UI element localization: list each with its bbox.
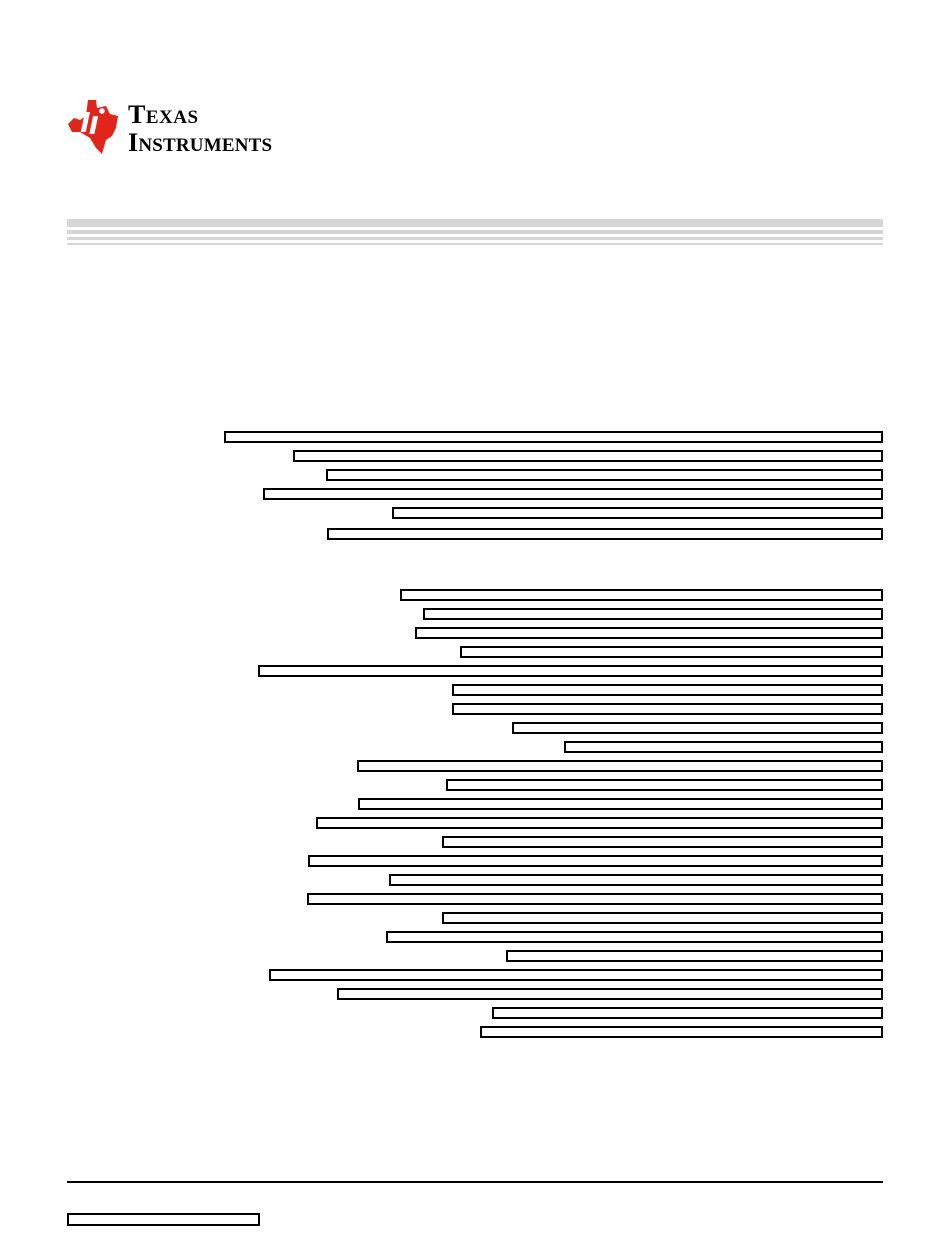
- toc-entry[interactable]: [492, 1007, 883, 1019]
- toc-entry[interactable]: [442, 912, 883, 924]
- toc-entry[interactable]: [415, 627, 883, 639]
- toc-entry[interactable]: [358, 798, 883, 810]
- toc-entry[interactable]: [307, 893, 883, 905]
- toc-entry[interactable]: [327, 528, 883, 540]
- toc-entry[interactable]: [392, 507, 883, 519]
- toc-entry[interactable]: [400, 589, 883, 601]
- header-rule-4: [67, 243, 883, 245]
- toc-entry[interactable]: [258, 665, 883, 677]
- toc-entry[interactable]: [269, 969, 883, 981]
- toc-entry[interactable]: [452, 684, 883, 696]
- toc-entry[interactable]: [263, 488, 883, 500]
- header-rule-2: [67, 230, 883, 234]
- toc-entry[interactable]: [506, 950, 883, 962]
- toc-entry[interactable]: [293, 450, 883, 462]
- toc-entry[interactable]: [452, 703, 883, 715]
- toc-entry[interactable]: [316, 817, 883, 829]
- toc-entry[interactable]: [460, 646, 883, 658]
- toc-entry[interactable]: [389, 874, 883, 886]
- toc-entry[interactable]: [326, 469, 883, 481]
- toc-entry[interactable]: [357, 760, 883, 772]
- toc-entry[interactable]: [512, 722, 883, 734]
- toc-entry[interactable]: [308, 855, 883, 867]
- ti-wordmark: [128, 102, 272, 156]
- footer-link-box[interactable]: [67, 1213, 260, 1226]
- footer-rule: [67, 1181, 883, 1183]
- toc-entry[interactable]: [386, 931, 883, 943]
- toc-entry[interactable]: [442, 836, 883, 848]
- toc-entry[interactable]: [480, 1026, 883, 1038]
- header-rule-1: [67, 219, 883, 227]
- toc-entry[interactable]: [224, 431, 883, 443]
- ti-logo: [66, 98, 326, 160]
- brand-line2: INSTRUMENTS: [128, 128, 273, 157]
- toc-entry[interactable]: [564, 741, 883, 753]
- brand-line1: TEXAS: [128, 100, 199, 129]
- toc-entry[interactable]: [423, 608, 883, 620]
- toc-entry[interactable]: [337, 988, 883, 1000]
- ti-logo-icon: [66, 98, 126, 156]
- toc-entry[interactable]: [446, 779, 883, 791]
- header-rule-3: [67, 237, 883, 240]
